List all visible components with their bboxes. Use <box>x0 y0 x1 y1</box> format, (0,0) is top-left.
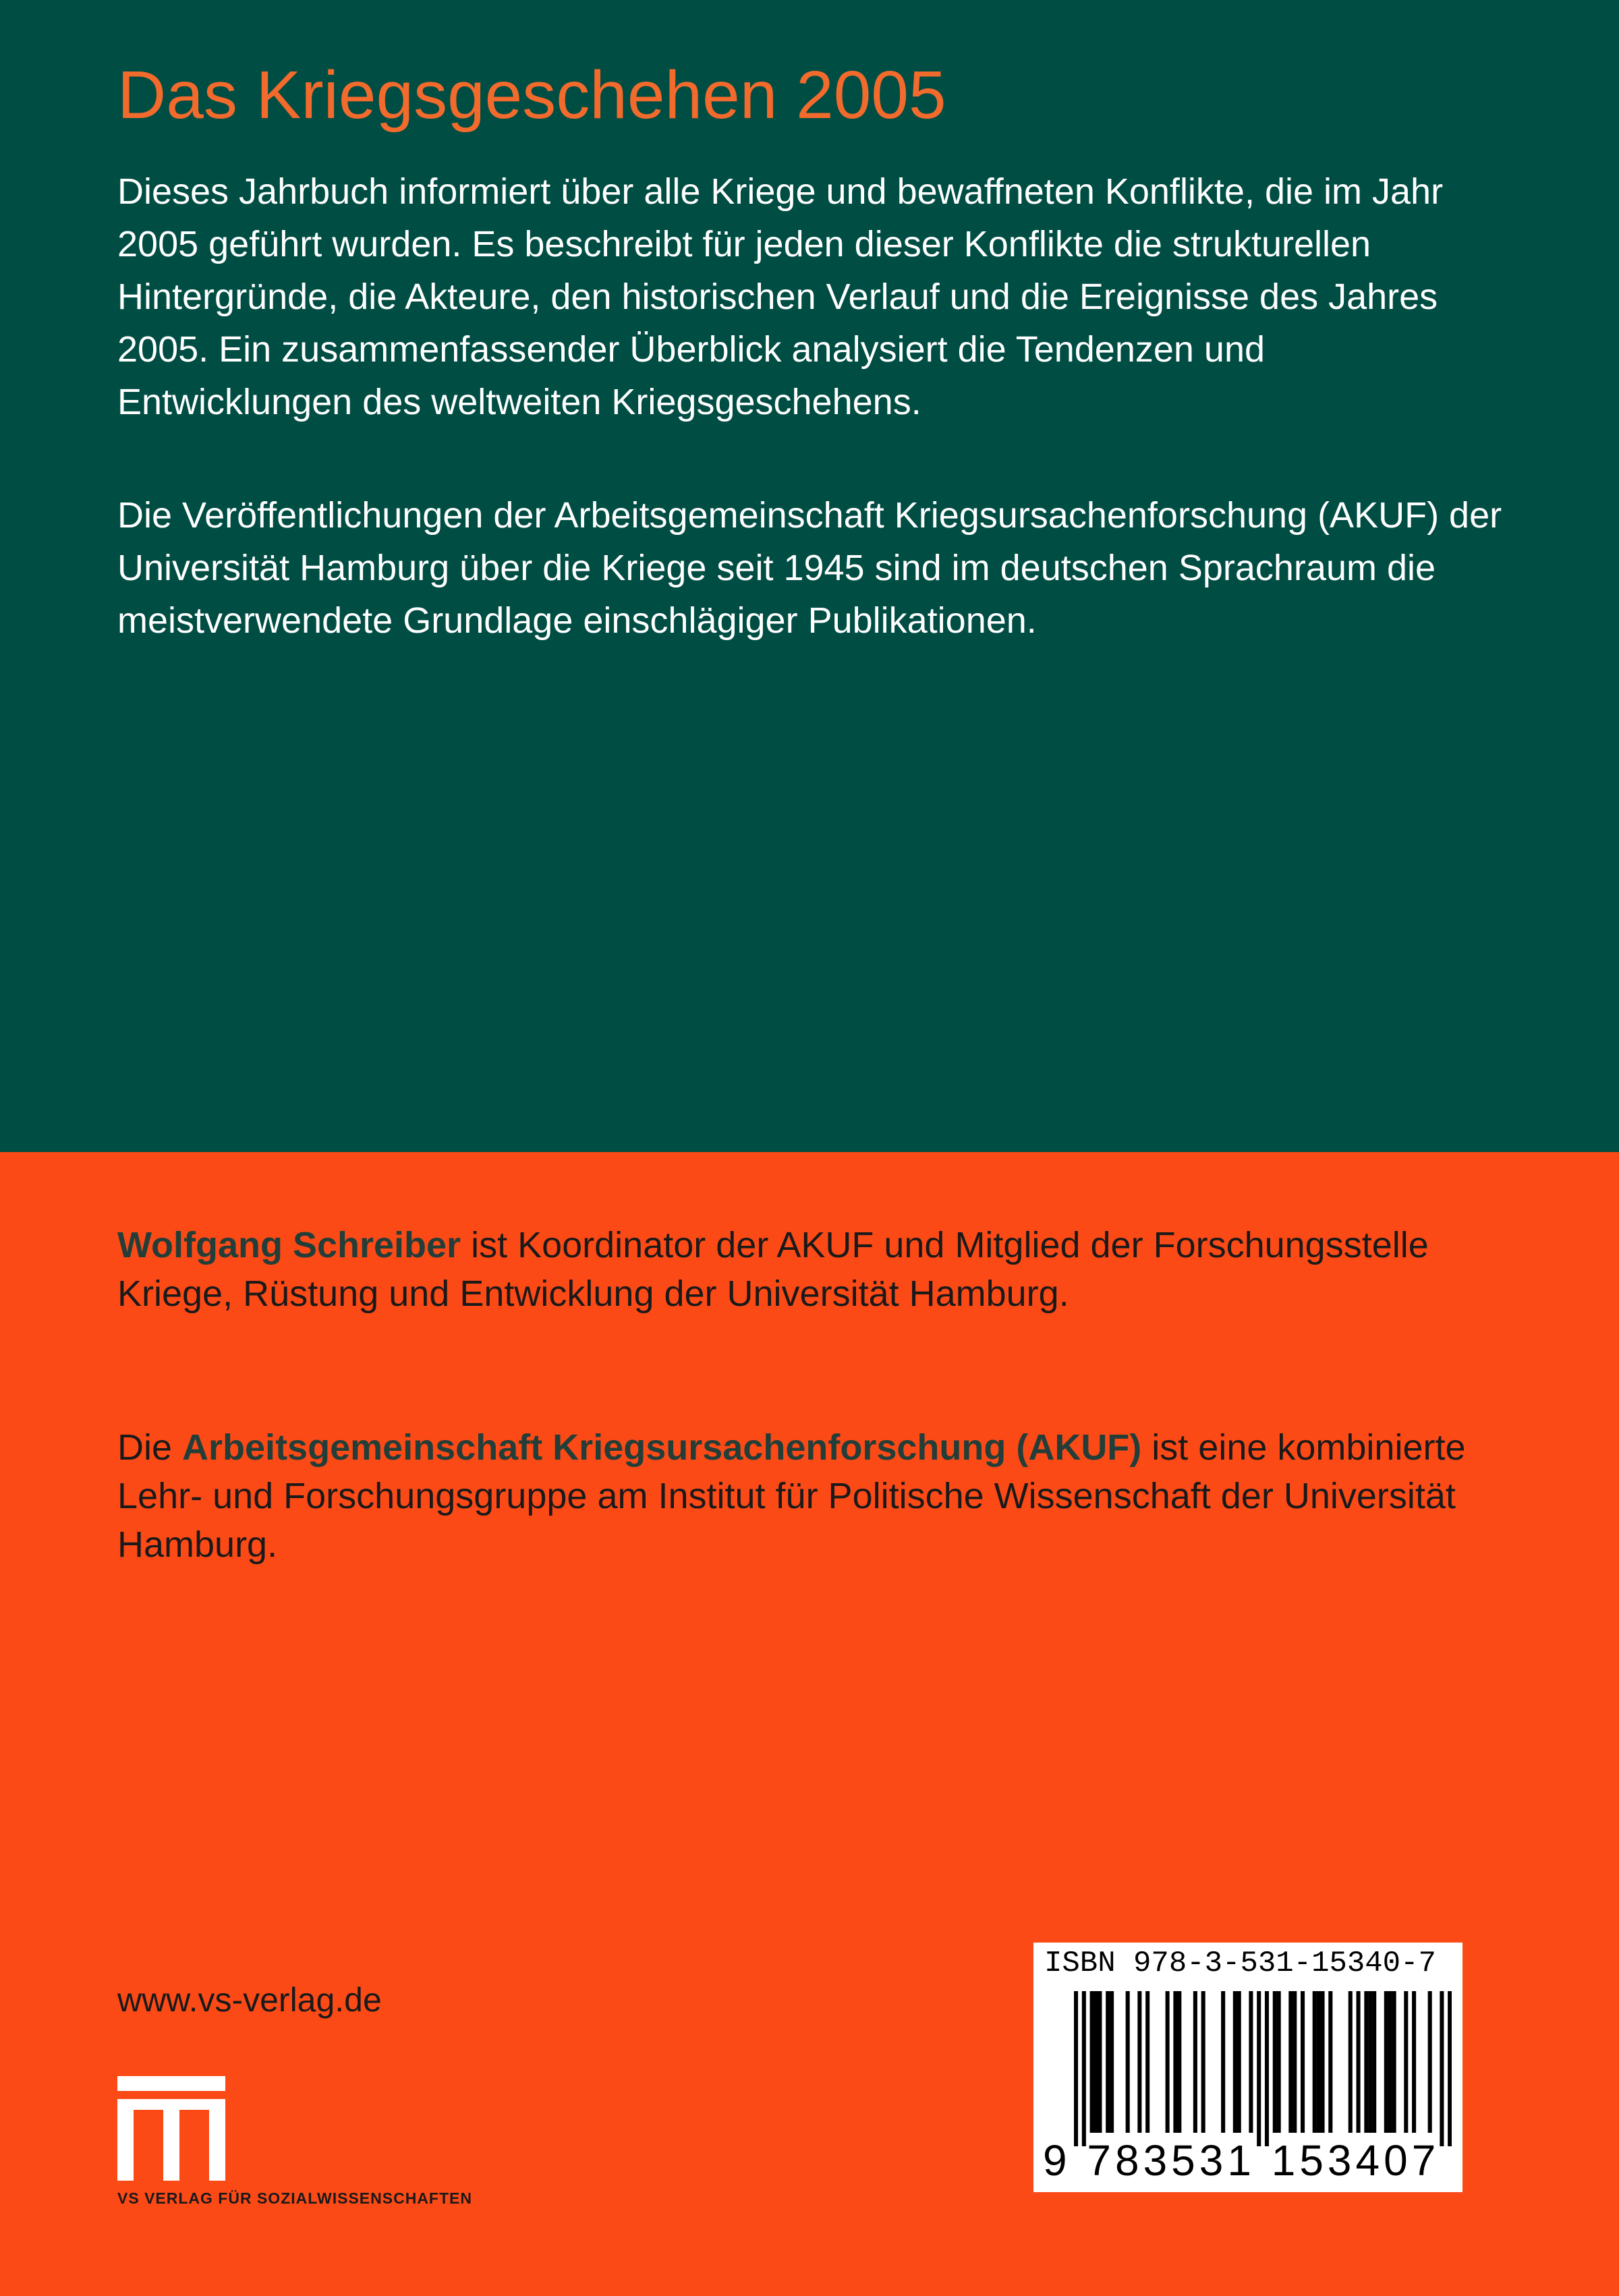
barcode-bar <box>1384 1991 1388 2133</box>
barcode-bar <box>1237 1991 1241 2133</box>
description-paragraph-2: Die Veröffentlichungen der Arbeitsgemeinschaft Kriegsursachenforschung (AKUF) der Universität Hamburg über die Kriege seit 1945 sind im deutschen Sprachraum die meistverwendete Grundlage einschlägiger Publikationen. <box>117 495 1502 641</box>
author-name: Wolfgang Schreiber <box>117 1225 461 1265</box>
barcode-bar <box>1074 1991 1078 2146</box>
barcode-bar <box>1293 1991 1297 2133</box>
barcode-bars <box>1074 1991 1452 2146</box>
barcode-bar <box>1145 1991 1149 2133</box>
akuf-bio <box>117 1423 1507 1569</box>
barcode-bar <box>1201 1991 1205 2133</box>
barcode-bar <box>1301 1991 1305 2133</box>
barcode-bar <box>1166 1991 1170 2133</box>
akuf-name: Arbeitsgemeinschaft Kriegsursachenforschung (AKUF) <box>182 1427 1142 1468</box>
barcode-bar <box>1265 1991 1269 2146</box>
book-title: Das Kriegsgeschehen 2005 <box>117 57 946 133</box>
barcode-bar <box>1249 1991 1253 2133</box>
barcode-bar <box>1357 1991 1361 2133</box>
barcode-bar <box>1193 1991 1197 2133</box>
barcode-bar <box>1440 1991 1444 2146</box>
barcode-bar <box>1173 1991 1177 2133</box>
akuf-bio-prefix: Die <box>117 1427 183 1468</box>
barcode-bar <box>1277 1991 1281 2133</box>
barcode-bar <box>1093 1991 1098 2133</box>
barcode-bar <box>1090 1991 1094 2133</box>
barcode-bar <box>1313 1991 1317 2133</box>
barcode-bar <box>1257 1991 1261 2146</box>
barcode-bar <box>1106 1991 1110 2133</box>
barcode-bar <box>1221 1991 1225 2133</box>
barcode-bar <box>1320 1991 1324 2133</box>
barcode-bar <box>1177 1991 1181 2133</box>
barcode-bar <box>1110 1991 1114 2133</box>
barcode-bar <box>1368 1991 1372 2133</box>
vs-verlag-logo-icon <box>117 2076 225 2181</box>
isbn-label: ISBN 978-3-531-15340-7 <box>1044 1947 1436 1980</box>
barcode-bar <box>1348 1991 1353 2133</box>
publisher-name: VS VERLAG FÜR SOZIALWISSENSCHAFTEN <box>117 2189 472 2207</box>
barcode-bar <box>1126 1991 1130 2133</box>
barcode-bar <box>1082 1991 1086 2146</box>
barcode-bar <box>1328 1991 1332 2133</box>
barcode-bar <box>1233 1991 1237 2133</box>
barcode-bar <box>1404 1991 1408 2133</box>
barcode-bar <box>1392 1991 1396 2133</box>
publisher-website-link[interactable]: www.vs-verlag.de <box>117 1981 382 2019</box>
isbn-barcode <box>1033 1943 1462 2192</box>
description-paragraph-1: Dieses Jahrbuch informiert über alle Kriege und bewaffneten Konflikte, die im Jahr 2005 geführt wurden. Es beschreibt für jeden dieser Konflikte die strukturellen Hintergründe, die Akteure, den historischen Verlauf und die Ereignisse des Jahres 2005. Ein zusammenfassender Überblick analysiert die Tendenzen und Entwicklungen des weltweiten Kriegsgeschehens. <box>117 171 1444 422</box>
author-bio <box>117 1221 1507 1318</box>
barcode-bar <box>1372 1991 1376 2133</box>
barcode-bar <box>1273 1991 1277 2133</box>
barcode-bar <box>1288 1991 1293 2133</box>
barcode-bar <box>1137 1991 1141 2133</box>
barcode-bar <box>1317 1991 1321 2133</box>
akuf-bio-text: ist eine kombinierte Lehr- und Forschungsgruppe am Institut für Politische Wissenschaft der Universität Hamburg. <box>117 1427 1466 1565</box>
barcode-bar <box>1428 1991 1432 2133</box>
author-bio-text: ist Koordinator der AKUF und Mitglied der Forschungsstelle Kriege, Rüstung und Entwicklung der Universität Hamburg. <box>117 1225 1429 1314</box>
barcode-bar <box>1388 1991 1392 2133</box>
barcode-bar <box>1412 1991 1416 2133</box>
barcode-bar <box>1364 1991 1368 2133</box>
barcode-bar <box>1448 1991 1452 2146</box>
barcode-number: 9 783531 153407 <box>1043 2136 1440 2185</box>
barcode-bar <box>1098 1991 1102 2133</box>
